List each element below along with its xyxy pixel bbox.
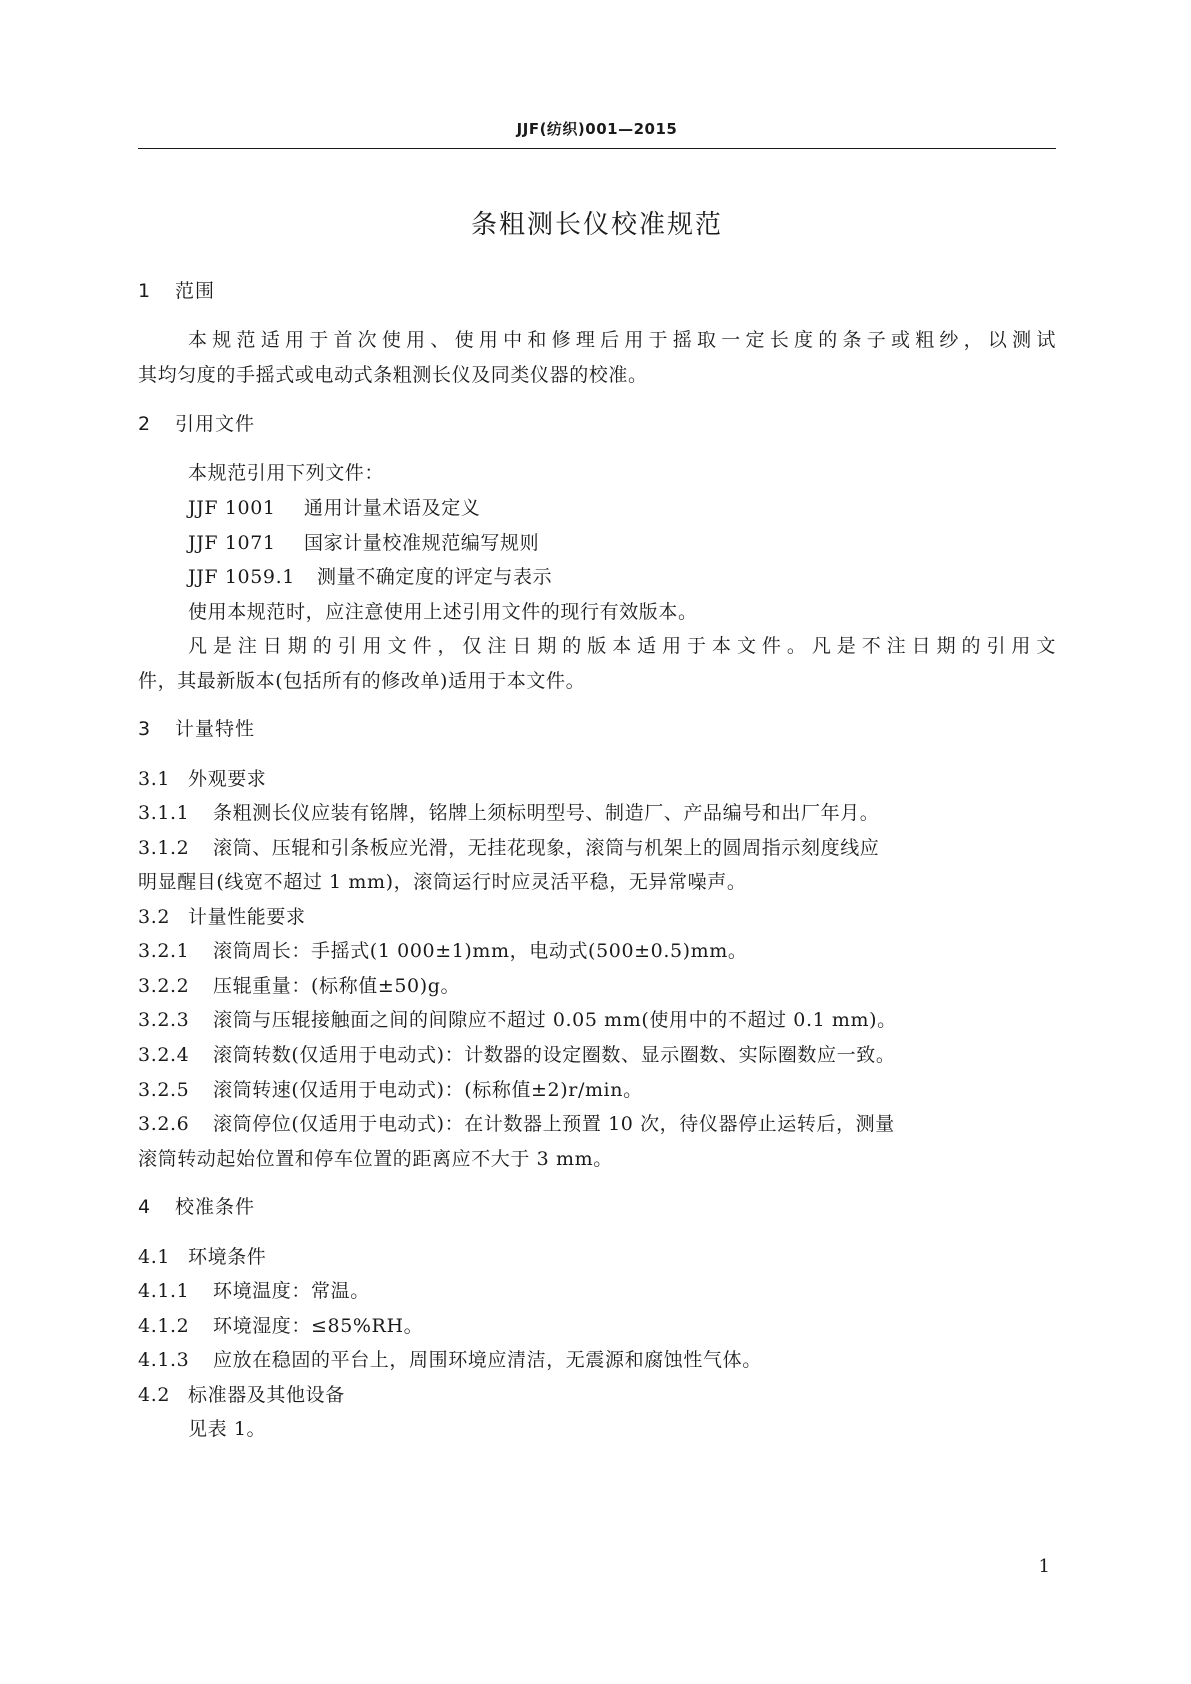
section-2-heading <box>138 411 1056 437</box>
clause-text: 滚筒、压辊和引条板应光滑，无挂花现象，滚筒与机架上的圆周指示刻度线应 <box>213 837 880 859</box>
header-divider <box>138 148 1056 149</box>
clause <box>138 1111 1056 1137</box>
clause <box>138 1347 1056 1373</box>
clause-number: 4.1.3 <box>138 1349 190 1371</box>
see-table-note: 见表 1。 <box>188 1418 267 1440</box>
section-4-heading <box>138 1194 1056 1220</box>
reference-code: JJF 1001 <box>188 497 276 519</box>
clause-text: 滚筒转速(仅适用于电动式)：(标称值±2)r/min。 <box>213 1079 643 1101</box>
clause-number: 3.2 <box>138 906 171 928</box>
section-number: 2 <box>138 413 152 435</box>
reference-item <box>138 564 1056 590</box>
reference-item <box>138 495 1056 521</box>
reference-code: JJF 1059.1 <box>188 566 295 588</box>
clause-number: 3.1.2 <box>138 837 190 859</box>
reference-code: JJF 1071 <box>188 532 276 554</box>
clause <box>138 800 1056 826</box>
section-number: 3 <box>138 718 152 740</box>
clause-number: 3.2.5 <box>138 1079 190 1101</box>
clause-text: 滚筒与压辊接触面之间的间隙应不超过 0.05 mm(使用中的不超过 0.1 mm)。 <box>213 1009 897 1031</box>
section-3-heading <box>138 716 1056 742</box>
clause-number: 3.2.4 <box>138 1044 190 1066</box>
clause-number: 4.2 <box>138 1384 171 1406</box>
clause-text: 条粗测长仪应装有铭牌，铭牌上须标明型号、制造厂、产品编号和出厂年月。 <box>213 802 880 824</box>
clause-text: 压辊重量：(标称值±50)g。 <box>213 975 461 997</box>
clause <box>138 1244 1056 1270</box>
clause-number: 4.1.1 <box>138 1280 190 1302</box>
section-number: 1 <box>138 280 152 302</box>
clause-text: 滚筒周长：手摇式(1 000±1)mm，电动式(500±0.5)mm。 <box>213 940 748 962</box>
clause-number: 4.1.2 <box>138 1315 190 1337</box>
clause <box>138 904 1056 930</box>
section-1-paragraph-line-2: 其均匀度的手摇式或电动式条粗测长仪及同类仪器的校准。 <box>138 364 648 386</box>
clause-number: 3.2.3 <box>138 1009 190 1031</box>
reference-name: 通用计量术语及定义 <box>304 497 481 519</box>
clause-text: 滚筒停位(仅适用于电动式)：在计数器上预置 10 次，待仪器停止运转后，测量 <box>213 1113 895 1135</box>
section-title: 计量特性 <box>175 718 256 740</box>
clause-number: 3.1 <box>138 768 171 790</box>
clause-text: 应放在稳固的平台上，周围环境应清洁，无震源和腐蚀性气体。 <box>213 1349 762 1371</box>
clause <box>138 835 1056 861</box>
clause-number: 3.2.2 <box>138 975 190 997</box>
clause <box>138 938 1056 964</box>
references-note-1: 使用本规范时，应注意使用上述引用文件的现行有效版本。 <box>188 601 698 623</box>
clause-text: 计量性能要求 <box>188 906 306 928</box>
clause-number: 3.1.1 <box>138 802 190 824</box>
clause-text: 标准器及其他设备 <box>188 1384 345 1406</box>
reference-item <box>138 530 1056 556</box>
clause-text: 环境条件 <box>188 1246 267 1268</box>
section-1-heading <box>138 278 1056 304</box>
reference-name: 测量不确定度的评定与表示 <box>317 566 553 588</box>
references-note-2-line-2: 件，其最新版本(包括所有的修改单)适用于本文件。 <box>138 670 586 692</box>
references-note-2-line-1: 凡是注日期的引用文件，仅注日期的版本适用于本文件。凡是不注日期的引用文 <box>188 635 1056 657</box>
document-title: 条粗测长仪校准规范 <box>470 210 723 240</box>
section-number: 4 <box>138 1196 152 1218</box>
section-title: 范围 <box>175 280 216 302</box>
clause-text: 环境湿度：≤85%RH。 <box>213 1315 424 1337</box>
clause <box>138 973 1056 999</box>
clause-continuation: 滚筒转动起始位置和停车位置的距离应不大于 3 mm。 <box>138 1148 613 1170</box>
clause <box>138 1313 1056 1339</box>
clause <box>138 1042 1056 1068</box>
document-code-header: JJF(纺织)001—2015 <box>516 120 678 138</box>
page-number: 1 <box>1038 1556 1050 1577</box>
clause-number: 3.2.1 <box>138 940 190 962</box>
section-title: 引用文件 <box>175 413 256 435</box>
clause-continuation: 明显醒目(线宽不超过 1 mm)，滚筒运行时应灵活平稳，无异常噪声。 <box>138 871 747 893</box>
section-1-paragraph-line-1: 本规范适用于首次使用、使用中和修理后用于摇取一定长度的条子或粗纱，以测试 <box>188 329 1056 351</box>
clause <box>138 1077 1056 1103</box>
reference-name: 国家计量校准规范编写规则 <box>304 532 540 554</box>
clause-number: 3.2.6 <box>138 1113 190 1135</box>
clause <box>138 1007 1056 1033</box>
references-intro: 本规范引用下列文件： <box>188 462 385 484</box>
clause-number: 4.1 <box>138 1246 171 1268</box>
clause <box>138 1382 1056 1408</box>
clause-text: 滚筒转数(仅适用于电动式)：计数器的设定圈数、显示圈数、实际圈数应一致。 <box>213 1044 896 1066</box>
section-title: 校准条件 <box>175 1196 256 1218</box>
clause-text: 环境温度：常温。 <box>213 1280 370 1302</box>
clause <box>138 766 1056 792</box>
clause <box>138 1278 1056 1304</box>
clause-text: 外观要求 <box>188 768 267 790</box>
